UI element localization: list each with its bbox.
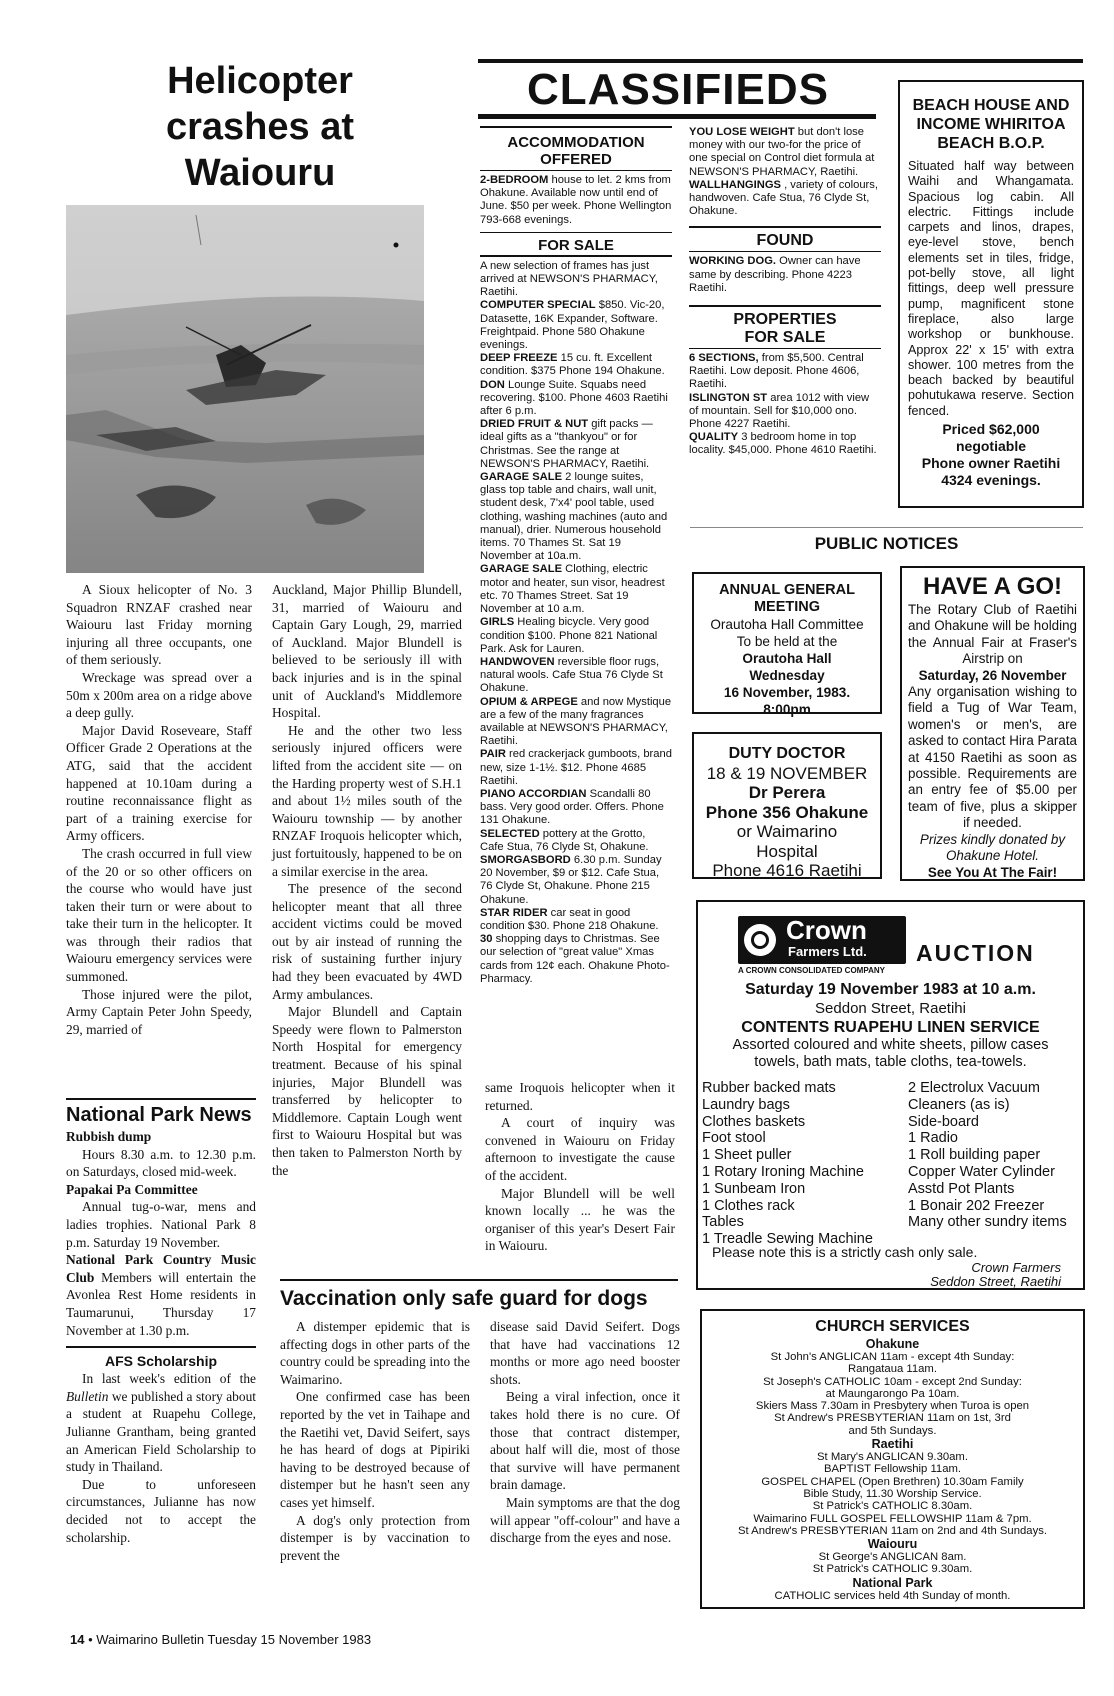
church-ohakune-list bbox=[706, 1351, 1079, 1437]
doctor-dates: 18 & 19 NOVEMBER bbox=[706, 763, 868, 783]
agm-time: 8:00pm bbox=[763, 702, 811, 717]
paragraph: A distemper epidemic that is affecting dogs in other parts of the country could be spreading into the Waimarino. bbox=[280, 1319, 470, 1387]
page-footer: 14 • Waimarino Bulletin Tuesday 15 November 1983 bbox=[70, 1632, 372, 1647]
ad-text: pottery at the Grotto, Cafe Stua, 76 Clyde St, Ohakune. bbox=[480, 827, 649, 853]
auction-sign-2: Seddon Street, Raetihi bbox=[930, 1274, 1061, 1289]
auction-item: 1 Treadle Sewing Machine bbox=[702, 1231, 873, 1248]
ad-text: $850. Vic-20, Datasette, 16K Expander, Software. Freightpaid. Phone 580 Ohakune evenings. bbox=[480, 299, 665, 352]
ad-key: GARAGE SALE bbox=[480, 563, 563, 576]
church-service-line: St Andrew's PRESBYTERIAN 11am on 2nd and 4th Sundays. bbox=[737, 1524, 1047, 1537]
doctor-name: Dr Perera bbox=[748, 783, 826, 802]
church-service-line: Rangataua 11am. bbox=[848, 1363, 937, 1376]
ad-key: HANDWOVEN bbox=[480, 655, 555, 668]
found-heading: FOUND bbox=[756, 231, 814, 249]
ad-key: WALLHANGINGS bbox=[689, 178, 781, 191]
paragraph: A court of inquiry was convened in Waiouru on Friday afternoon to investigate the cause of the accident. bbox=[485, 1115, 675, 1183]
classified-ad bbox=[480, 616, 672, 656]
public-notices-heading: PUBLIC NOTICES bbox=[814, 534, 959, 553]
classified-ad bbox=[689, 255, 881, 295]
papakai-heading: Papakai Pa Committee bbox=[66, 1181, 198, 1197]
paragraph: The presence of the second helicopter meant that all three accident victims could be moved out by air instead of running the risk of sustaining further injury had they been evacuated by 4WD Army ambulances. bbox=[272, 881, 462, 1002]
agm-date: 16 November, 1983. bbox=[723, 685, 851, 700]
ad-text: but don't lose money with our two-for the price of one special on Control diet formula at NEWSON'S PHARMACY, Raetihi. bbox=[689, 126, 875, 178]
ad-key: DRIED FRUIT & NUT bbox=[480, 418, 589, 431]
national-park-heading: National Park News bbox=[66, 1104, 252, 1126]
ad-key: 6 SECTIONS, bbox=[689, 352, 759, 365]
classified-ad bbox=[480, 933, 672, 986]
afs-heading: AFS Scholarship bbox=[104, 1352, 218, 1369]
haveago-sign: See You At The Fair! bbox=[927, 864, 1058, 880]
church-service-line: St Patrick's CATHOLIC 9.30am. bbox=[812, 1563, 973, 1576]
paragraph: He and the other two less seriously injured officers were lifted from the accident site — on the Harding property west of S.H.1 and about 1½ miles south of the Waiouru township — by another RNZAF Iroquois helicopter which, just fortuitously, happened to be on a similar exercise in the area. bbox=[272, 722, 462, 879]
ad-key: STAR RIDER bbox=[480, 906, 548, 919]
agm-day: Wednesday bbox=[749, 668, 825, 683]
ad-key: ISLINGTON ST bbox=[689, 391, 768, 404]
ad-text: house to let. 2 kms from Ohakune. Available now until end of June. $50 per week. Phone Wellington 793-668 evenings. bbox=[480, 174, 672, 226]
auction-item: 1 Roll building paper bbox=[908, 1147, 1041, 1164]
agm-notice bbox=[692, 572, 882, 717]
church-service-line: St George's ANGLICAN 8am. bbox=[818, 1551, 967, 1564]
doctor-phone: Phone 356 Ohakune bbox=[705, 802, 869, 822]
church-service-line: St Mary's ANGLICAN 9.30am. bbox=[817, 1451, 968, 1464]
classifieds-title: CLASSIFIEDS bbox=[527, 65, 829, 114]
auction-items-left bbox=[702, 1080, 902, 1248]
ad-text: reversible floor rugs, natural wools. Cafe Stua 76 Clyde St Ohakune. bbox=[480, 655, 663, 695]
ad-key: SMORGASBORD bbox=[480, 853, 571, 866]
page-number: 14 bbox=[70, 1632, 85, 1647]
auction-ad bbox=[696, 900, 1085, 1290]
paragraph: Annual tug-o-war, mens and ladies trophies. National Park 8 p.m. Saturday 19 November. bbox=[66, 1199, 256, 1250]
crown-logo bbox=[738, 916, 906, 964]
church-ohakune-heading: Ohakune bbox=[865, 1337, 920, 1351]
paragraph: Hours 8.30 a.m. to 12.30 p.m. on Saturdays, closed mid-week. bbox=[66, 1146, 256, 1180]
church-raetihi-heading: Raetihi bbox=[871, 1437, 914, 1452]
church-service-line: Skiers Mass 7.30am in Presbytery when Turoa is open bbox=[755, 1400, 1030, 1413]
auction-title: AUCTION bbox=[916, 940, 1035, 966]
doctor-title: DUTY DOCTOR bbox=[728, 745, 846, 762]
auction-contents: CONTENTS RUAPEHU LINEN SERVICE bbox=[741, 1019, 1040, 1036]
paragraph: Auckland, Major Phillip Blundell, 31, married of Waiouru and Captain Gary Lough, 29, married of Auckland. Major Blundell is believed to be seriously ill with back injuries and is in the spinal unit of Auckland's Middlemore Hospital. bbox=[272, 582, 462, 721]
paragraph: Major David Roseveare, Staff Officer Grade 2 Operations at the ATG, said that the accident happened at 10.10am during a routine reconnaissance flight as part of a training exercise for Army officers. bbox=[66, 722, 252, 844]
ad-text: , variety of colours, handwoven. Cafe Stua, 76 Clyde St, Ohakune. bbox=[689, 178, 878, 218]
classified-ad bbox=[480, 907, 672, 933]
auction-intro: Assorted coloured and white sheets, pillow cases towels, bath mats, table cloths, tea-towels. bbox=[732, 1037, 1049, 1070]
ad-text: car seat in good condition $30. Phone 218 Ohakune. bbox=[480, 906, 659, 932]
church-service-line: St Patrick's CATHOLIC 8.30am. bbox=[812, 1500, 973, 1513]
accommodation-heading: ACCOMMODATION OFFERED bbox=[507, 133, 645, 168]
col2-top-ads bbox=[689, 126, 881, 218]
crown-logo-icon bbox=[744, 924, 776, 956]
music-text: Members will entertain the Avonlea Rest Home residents in Taumarunui, Thursday 17 November at 1.30 p.m. bbox=[66, 1269, 256, 1338]
auction-item: Laundry bags bbox=[702, 1096, 790, 1113]
auction-item: Cleaners (as is) bbox=[908, 1096, 1010, 1113]
classified-ad bbox=[480, 563, 672, 616]
ad-text: 6.30 p.m. Sunday 20 November, $9 or $12. Cafe Stua, 76 Clyde St, Ohakune. Phone 215 Ohakune. bbox=[480, 853, 662, 906]
auction-item: 1 Sheet puller bbox=[702, 1147, 792, 1164]
ad-text: Healing bicycle. Very good condition $100. Phone 821 National Park. Ask for Lauren. bbox=[480, 616, 658, 655]
auction-item: Many other sundry items bbox=[908, 1214, 1067, 1231]
church-title: CHURCH SERVICES bbox=[815, 1318, 970, 1335]
helicopter-column-1 bbox=[66, 581, 252, 1038]
properties-heading: PROPERTIES FOR SALE bbox=[733, 310, 837, 346]
auction-item: 1 Radio bbox=[908, 1130, 958, 1147]
ad-text: shopping days to Christmas. See our selection of "great value" Xmas cards from 12¢ each. Ohakune Photo-Pharmacy. bbox=[480, 933, 670, 985]
church-service-line: BAPTIST Fellowship 11am. bbox=[823, 1463, 962, 1476]
classifieds-column-1 bbox=[480, 126, 672, 986]
church-waiouru-heading: Waiouru bbox=[867, 1537, 918, 1552]
auction-item: Copper Water Cylinder bbox=[908, 1163, 1055, 1180]
auction-date: Saturday 19 November 1983 at 10 a.m. bbox=[745, 981, 1036, 998]
forsale-list bbox=[480, 260, 672, 986]
beach-house-ad bbox=[898, 80, 1084, 508]
ad-key: 2-BEDROOM bbox=[480, 174, 549, 186]
auction-item: 2 Electrolux Vacuum bbox=[908, 1080, 1040, 1096]
auction-item: Clothes baskets bbox=[702, 1113, 806, 1130]
paragraph: Main symptoms are that the dog will appear "off-colour" and have a discharge from the eyes and nose. bbox=[490, 1494, 680, 1546]
paragraph: Wreckage was spread over a 50m x 200m area on a ridge above a deep gully. bbox=[66, 669, 252, 721]
classified-ad bbox=[480, 854, 672, 907]
ad-text: red crackerjack gumboots, brand new, size 1-1½. $12. Phone 4685 Raetihi. bbox=[480, 748, 672, 787]
auction-item: Tables bbox=[702, 1214, 744, 1231]
church-service-line: and 5th Sundays. bbox=[848, 1424, 937, 1437]
ad-text: area 1012 with view of mountain. Sell for $10,000 ono. Phone 4227 Raetihi. bbox=[689, 391, 870, 431]
ad-key: DON bbox=[480, 378, 505, 391]
afs-text: In last week's edition of the bbox=[82, 1371, 256, 1387]
ad-key: GARAGE SALE bbox=[480, 471, 563, 484]
auction-item: Foot stool bbox=[702, 1130, 766, 1147]
church-service-line: St Andrew's PRESBYTERIAN 11am on 1st, 3rd bbox=[774, 1412, 1011, 1425]
have-a-go-notice bbox=[900, 566, 1085, 881]
auction-address: Seddon Street, Raetihi bbox=[815, 1000, 966, 1017]
ad-key: YOU LOSE WEIGHT bbox=[689, 126, 795, 138]
church-service-line: St Joseph's CATHOLIC 10am - except 2nd Sunday: bbox=[763, 1375, 1022, 1388]
paragraph: A dog's only protection from distemper is by vaccination to prevent the bbox=[280, 1512, 470, 1563]
properties-list bbox=[689, 352, 881, 458]
paragraph: One confirmed case has been reported by the vet in Taihape and the Raetihi vet, David Seifert, says he has heard of dogs at Pipiriki having to be destroyed because of distemper but he hasn't seen any cases yet himself. bbox=[280, 1389, 470, 1510]
ad-key: DEEP FREEZE bbox=[480, 352, 558, 365]
ad-key: COMPUTER SPECIAL bbox=[480, 299, 596, 312]
helicopter-column-2 bbox=[272, 581, 462, 1179]
classified-ad bbox=[689, 179, 881, 219]
paragraph: Due to unforeseen circumstances, Julianne has now decided not to accept the scholarship. bbox=[66, 1476, 256, 1545]
ad-text: Lounge Suite. Squabs need recovering. $100. Phone 4603 Raetihi after 6 p.m. bbox=[480, 378, 668, 418]
crash-photo-image bbox=[66, 205, 424, 573]
paragraph: Major Blundell will be well known locally ... he was the organiser of this year's Desert Fair in Waiouru. bbox=[485, 1185, 675, 1254]
classified-ad bbox=[480, 299, 672, 352]
ad-key: 30 bbox=[480, 933, 493, 946]
auction-items-right bbox=[908, 1080, 1088, 1231]
haveago-date: Saturday, 26 November bbox=[918, 667, 1067, 683]
classifieds-column-2 bbox=[689, 126, 881, 458]
paragraph: Those injured were the pilot, Army Captain Peter John Speedy, 29, married of bbox=[66, 986, 252, 1037]
haveago-title: HAVE A GO! bbox=[922, 573, 1063, 600]
beach-house-body: Situated half way between Waihi and Whangamata. Spacious log cabin. All electric. Fittings include carpets and linos, drapes, eye-level stove, bench elements set in tiles, fridge, pot-belly stove, all light fittings, deep well pressure pump, magnificent stone fireplace, also large workshop or bunkhouse. Approx 22' x 15' with extra shower. 100 metres from the beach backed by beautiful pohutukawa reserve. Section fenced. bbox=[908, 159, 1074, 418]
classified-ad bbox=[480, 352, 672, 378]
doctor-hospital: Hospital bbox=[756, 841, 818, 861]
beach-house-phone: Phone owner Raetihi 4324 evenings. bbox=[921, 455, 1061, 489]
paragraph: disease said David Seifert. Dogs that have had vaccinations 12 months or more ago need booster shots. bbox=[490, 1319, 680, 1387]
auction-item: 1 Clothes rack bbox=[702, 1197, 795, 1214]
ad-text: Clothing, electric motor and heater, sun visor, headrest etc. 70 Thames Street. Sat 19 November at 10 a.m. bbox=[480, 563, 665, 616]
vaccination-headline: Vaccination only safe guard for dogs bbox=[280, 1287, 648, 1310]
duty-doctor-notice bbox=[692, 732, 882, 879]
auction-item: Side-board bbox=[908, 1113, 979, 1130]
church-service-line: Waimarino FULL GOSPEL FELLOWSHIP 11am & 7pm. bbox=[753, 1512, 1032, 1525]
afs-emphasis: Bulletin bbox=[66, 1388, 109, 1404]
church-service-line: GOSPEL CHAPEL (Open Brethren) 10.30am Family bbox=[761, 1475, 1024, 1488]
church-np-heading: National Park bbox=[852, 1575, 933, 1590]
ad-text: A new selection of frames has just arrived at NEWSON'S PHARMACY, Raetihi. bbox=[480, 259, 658, 299]
classified-ad bbox=[480, 471, 672, 563]
church-service-line: St John's ANGLICAN 11am - except 4th Sunday: bbox=[770, 1351, 1015, 1363]
classified-ad bbox=[480, 828, 672, 854]
church-np-list bbox=[706, 1590, 1079, 1602]
crown-logo-name: Crown bbox=[786, 915, 867, 945]
ad-text: Scandalli 80 bass. Very good order. Offers. Phone 131 Ohakune. bbox=[480, 787, 664, 827]
agm-title: ANNUAL GENERAL MEETING bbox=[719, 582, 855, 615]
church-service-line: CATHOLIC services held 4th Sunday of month. bbox=[774, 1589, 1011, 1602]
classified-ad bbox=[480, 656, 672, 696]
classified-ad bbox=[689, 392, 881, 432]
helicopter-headline: Helicopter crashes at Waiouru bbox=[165, 60, 354, 194]
crown-consolidated: A CROWN CONSOLIDATED COMPANY bbox=[738, 966, 885, 975]
ad-text: 3 bedroom home in top locality. $45,000. Phone 4610 Raetihi. bbox=[689, 431, 877, 457]
church-raetihi-list bbox=[706, 1451, 1079, 1537]
classified-ad bbox=[480, 174, 672, 227]
classified-ad bbox=[689, 352, 881, 392]
auction-item: 1 Bonair 202 Freezer bbox=[908, 1197, 1045, 1214]
paragraph: The crash occurred in full view of the 20 or so other officers on the course who would have just taken their turn or were about to take their turn in the helicopter. It was through their radios that Waiouru emergency services were summoned. bbox=[66, 845, 252, 985]
ad-key: OPIUM & ARPEGE bbox=[480, 695, 578, 708]
auction-item: Rubber backed mats bbox=[702, 1080, 836, 1096]
agm-line: Orautoha Hall Committee bbox=[710, 617, 864, 632]
doctor-or: or Waimarino bbox=[736, 822, 838, 841]
auction-item: 1 Rotary Ironing Machine bbox=[702, 1163, 864, 1180]
classified-ad bbox=[480, 260, 672, 300]
paragraph bbox=[66, 1370, 256, 1476]
doctor-phone2: Phone 4616 Raetihi bbox=[712, 861, 862, 880]
haveago-text: Any organisation wishing to field a Tug of War Team, women's or men's, are asked to contact Hira Parata at 4150 Raetihi as soon as possible. Requirements are an entry fee of $5.00 per team of five, plus a skipper if needed. bbox=[908, 684, 1077, 831]
ad-key: SELECTED bbox=[480, 827, 540, 840]
ad-text: and now Mystique are a few of the many fragrances available at NEWSON'S PHARMACY, Raetihi. bbox=[480, 695, 672, 748]
ad-text: 15 cu. ft. Excellent condition. $375 Phone 194 Ohakune. bbox=[480, 352, 665, 378]
national-park-news bbox=[66, 1102, 256, 1546]
vaccination-column-2 bbox=[490, 1318, 680, 1547]
helicopter-photo bbox=[66, 205, 424, 573]
paragraph bbox=[66, 1251, 256, 1339]
beach-house-price: Priced $62,000 negotiable bbox=[942, 421, 1040, 455]
crown-logo-sub: Farmers Ltd. bbox=[788, 944, 867, 959]
afs-text: we published a story about a student at Ruapehu College, Julianne Grantham, being granted an American Field Scholarship to study in Thailand. bbox=[66, 1388, 256, 1475]
church-service-line: Bible Study, 11.30 Worship Service. bbox=[803, 1487, 982, 1500]
classified-ad bbox=[480, 379, 672, 419]
auction-note: Please note this is a strictly cash only sale. bbox=[712, 1244, 978, 1260]
paragraph: A Sioux helicopter of No. 3 Squadron RNZAF crashed near Waiouru last Friday morning injuring all three occupants, one of them seriously. bbox=[66, 582, 252, 668]
auction-item: Asstd Pot Plants bbox=[908, 1180, 1015, 1197]
ad-key: PIANO ACCORDIAN bbox=[480, 787, 587, 800]
agm-line: To be held at the bbox=[736, 634, 838, 649]
ad-key: GIRLS bbox=[480, 616, 515, 629]
agm-place: Orautoha Hall bbox=[742, 651, 832, 666]
classified-ad bbox=[480, 418, 672, 471]
ad-key: WORKING DOG. bbox=[689, 255, 777, 268]
footer-text: Waimarino Bulletin Tuesday 15 November 1983 bbox=[96, 1632, 372, 1647]
beach-house-title: BEACH HOUSE AND INCOME WHIRITOA BEACH B.O.P. bbox=[912, 97, 1070, 152]
vaccination-column-1 bbox=[280, 1318, 470, 1564]
music-heading: National Park Country Music Club bbox=[66, 1252, 256, 1285]
classified-ad bbox=[480, 696, 672, 749]
classified-ad bbox=[689, 431, 881, 457]
ad-key: QUALITY bbox=[689, 431, 739, 444]
forsale-heading: FOR SALE bbox=[538, 237, 614, 255]
helicopter-column-3 bbox=[485, 1079, 675, 1255]
paragraph: Being a viral infection, once it takes hold there is no cure. Of those that contract distemper, about half will die, most of those that survive will have permanent brain damage. bbox=[490, 1389, 680, 1493]
church-waiouru-list bbox=[706, 1551, 1079, 1576]
ad-key: PAIR bbox=[480, 748, 506, 761]
paragraph: Major Blundell and Captain Speedy were flown to Palmerston North Hospital for emergency treatment. Because of his spinal injuries, Major Blundell was transferred by helicopter to Middlemore. Captain Lough went first to Waiouru Hospital but was then taken to Palmerston North by the bbox=[272, 1004, 462, 1178]
church-service-line: at Maungarongo Pa 10am. bbox=[825, 1387, 960, 1400]
haveago-text: The Rotary Club of Raetihi and Ohakune will be holding the Annual Fair at Fraser's Airstrip on bbox=[908, 602, 1077, 667]
auction-sign-1: Crown Farmers bbox=[971, 1260, 1061, 1275]
rubbish-heading: Rubbish dump bbox=[66, 1129, 152, 1144]
classified-ad bbox=[480, 788, 672, 828]
ad-text: gift packs —ideal gifts as a "thankyou" or for Christmas. See the range at NEWSON'S PHARMACY, Raetihi. bbox=[480, 418, 653, 470]
haveago-prizes: Prizes kindly donated by Ohakune Hotel. bbox=[919, 831, 1066, 864]
classified-ad bbox=[689, 126, 881, 179]
paragraph: same Iroquois helicopter when it returned. bbox=[485, 1080, 675, 1113]
auction-item: 1 Sunbeam Iron bbox=[702, 1180, 806, 1197]
ad-text: 2 lounge suites, glass top table and chairs, wall unit, student desk, 7'x4' pool table, used clothing, washing machines (auto and manual), drier. Numerous household items. 70 Thames St. Sat 19 November at 10a.m. bbox=[480, 471, 668, 563]
classified-ad bbox=[480, 748, 672, 788]
ad-text: Owner can have same by describing. Phone 4223 Raetihi. bbox=[689, 255, 861, 294]
church-services bbox=[700, 1309, 1085, 1609]
ad-text: from $5,500. Central Raetihi. Low deposit. Phone 4606, Raetihi. bbox=[689, 352, 864, 391]
